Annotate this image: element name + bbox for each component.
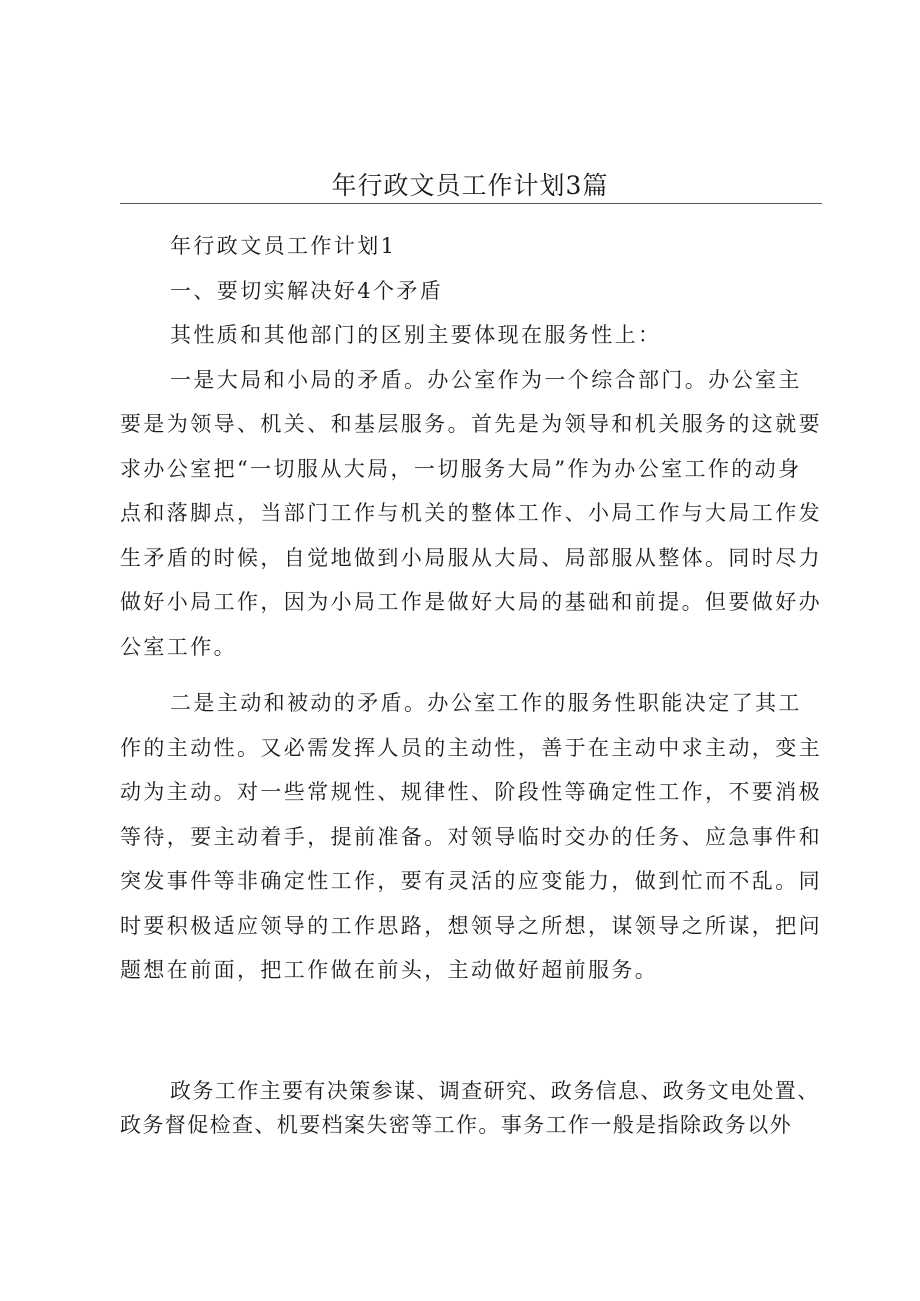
body-paragraph: 政务工作主要有决策参谋、调查研究、政务信息、政务文电处置、政务督促检查、机要档案失密等工作。事务工作一般是指除政务以外 xyxy=(120,1079,820,1137)
document-title: 年行政文员工作计划3篇 xyxy=(331,171,609,200)
body-paragraph: 其性质和其他部门的区别主要体现在服务性上： xyxy=(170,323,662,347)
title-underline xyxy=(120,203,822,204)
section-heading: 年行政文员工作计划1 xyxy=(170,234,397,258)
document-body-continued xyxy=(120,1074,824,1142)
document-body xyxy=(120,224,824,993)
body-paragraph: 二是主动和被动的矛盾。办公室工作的服务性职能决定了其工作的主动性。又必需发挥人员的主动性，善于在主动中求主动，变主动为主动。对一些常规性、规律性、阶段性等确定性工作，不要消极等待，要主动着手，提前准备。对领导临时交办的任务、应急事件和突发事件等非确定性工作，要有灵活的应变能力，做到忙而不乱。同时要积极适应领导的工作思路，想领导之所想，谋领导之所谋，把问题想在前面，把工作做在前头，主动做好超前服务。 xyxy=(120,691,822,982)
subsection-heading: 一、要切实解决好4个矛盾 xyxy=(170,278,444,303)
body-paragraph: 一是大局和小局的矛盾。办公室作为一个综合部门。办公室主要是为领导、机关、和基层服务。首先是为领导和机关服务的这就要求办公室把“一切服从大局，一切服务大局”作为办公室工作的动身点和落脚点，当部门工作与机关的整体工作、小局工作与大局工作发生矛盾的时候，自觉地做到小局服从大局、局部服从整体。同时尽力做好小局工作，因为小局工作是做好大局的基础和前提。但要做好办公室工作。 xyxy=(120,367,822,659)
